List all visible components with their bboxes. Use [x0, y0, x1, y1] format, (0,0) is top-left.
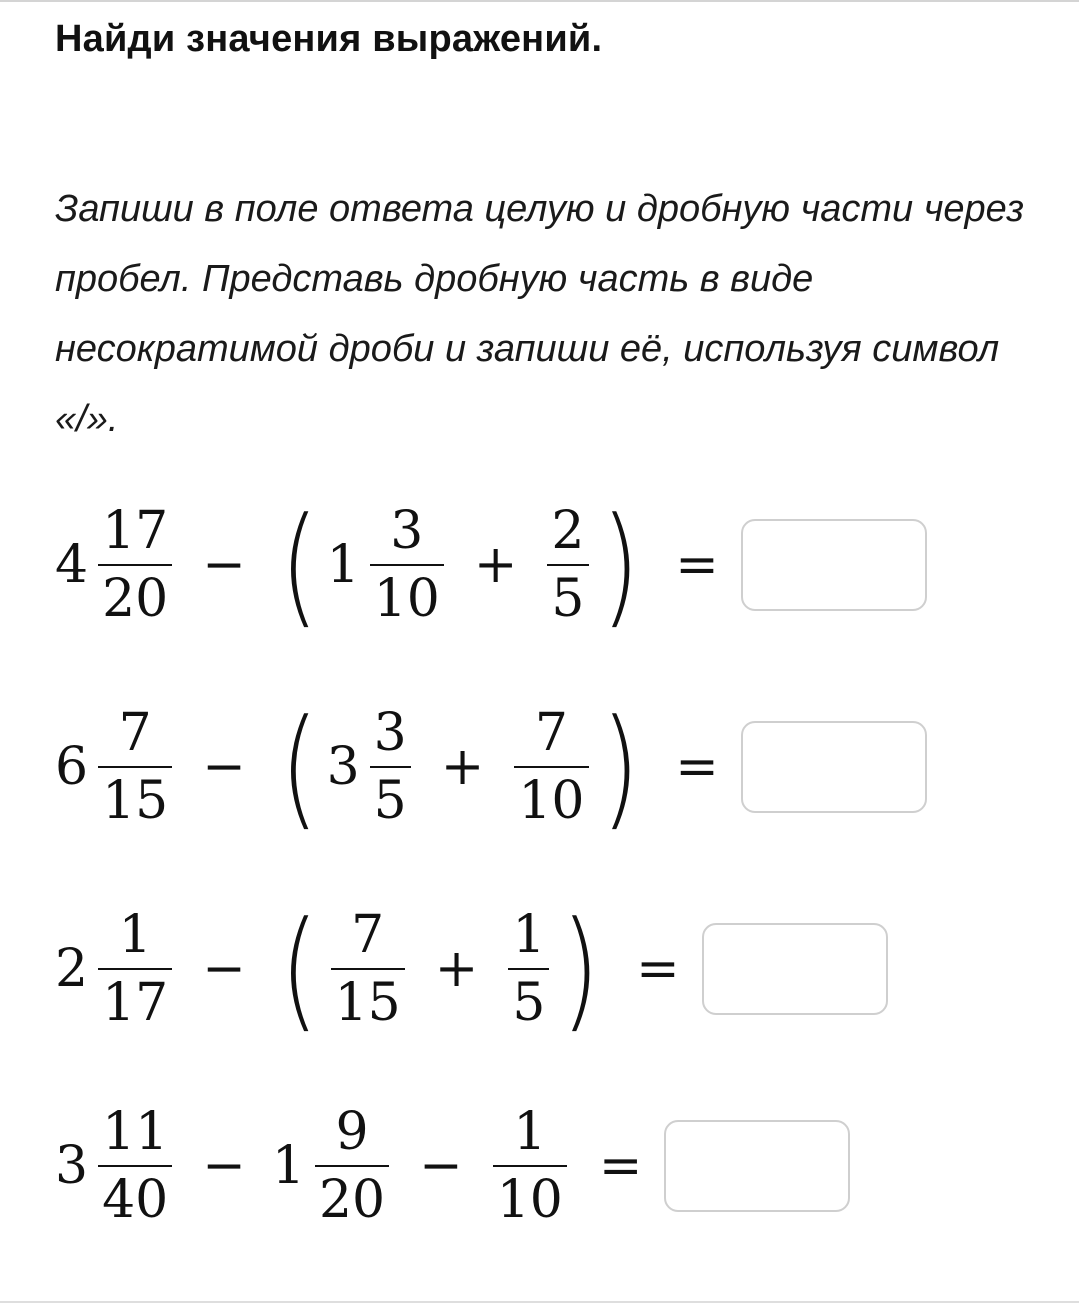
left-parenthesis: (: [280, 691, 319, 843]
equals-sign: =: [675, 737, 719, 797]
minus-sign: −: [202, 939, 246, 999]
numerator: 7: [118, 703, 152, 763]
answer-input-2[interactable]: [741, 721, 927, 813]
fraction: [98, 905, 172, 1033]
whole-number: 3: [326, 737, 360, 797]
denominator: 5: [547, 564, 588, 625]
plus-sign: +: [473, 535, 518, 595]
fraction: [508, 905, 549, 1033]
minus-sign: −: [419, 1136, 463, 1196]
equals-sign: =: [675, 535, 719, 595]
fraction: [98, 1102, 172, 1230]
denominator: 10: [370, 564, 444, 625]
denominator: 10: [493, 1165, 567, 1226]
whole-number: 6: [55, 737, 89, 797]
numerator: 9: [335, 1102, 369, 1162]
minus-sign: −: [202, 1136, 246, 1196]
numerator: 7: [534, 703, 568, 763]
whole-number: 3: [55, 1136, 89, 1196]
answer-input-4[interactable]: [664, 1120, 850, 1212]
denominator: 17: [98, 968, 172, 1029]
fraction: [370, 703, 411, 831]
answer-input-1[interactable]: [741, 519, 927, 611]
right-parenthesis: ): [600, 489, 639, 641]
whole-number: 2: [55, 939, 89, 999]
minus-sign: −: [202, 737, 246, 797]
expression-3: [55, 893, 888, 1045]
plus-sign: +: [440, 737, 485, 797]
task-title: Найди значения выражений.: [55, 18, 603, 60]
denominator: 5: [370, 766, 411, 827]
expression-1: [55, 489, 927, 641]
numerator: 1: [118, 905, 152, 965]
denominator: 15: [331, 968, 405, 1029]
numerator: 2: [551, 501, 585, 561]
numerator: 3: [373, 703, 407, 763]
denominator: 40: [98, 1165, 172, 1226]
numerator: 3: [390, 501, 424, 561]
equals-sign: =: [636, 939, 680, 999]
fraction: [514, 703, 588, 831]
task-instruction: Запиши в поле ответа целую и дробную части через пробел. Представь дробную часть в виде несократимой дроби и запиши её, используя символ «/».: [55, 188, 1025, 440]
denominator: 20: [315, 1165, 389, 1226]
denominator: 10: [514, 766, 588, 827]
expression-2: [55, 691, 927, 843]
numerator: 1: [513, 1102, 547, 1162]
expression-4: [55, 1102, 850, 1230]
denominator: 5: [508, 968, 549, 1029]
plus-sign: +: [434, 939, 479, 999]
fraction: [98, 501, 172, 629]
whole-number: 1: [326, 535, 360, 595]
left-parenthesis: (: [280, 489, 319, 641]
fraction: [315, 1102, 389, 1230]
fraction: [370, 501, 444, 629]
numerator: 17: [102, 501, 169, 561]
denominator: 20: [98, 564, 172, 625]
whole-number: 1: [271, 1136, 305, 1196]
right-parenthesis: ): [600, 691, 639, 843]
whole-number: 4: [55, 535, 89, 595]
fraction: [493, 1102, 567, 1230]
top-divider: [0, 0, 1079, 2]
answer-input-3[interactable]: [702, 923, 888, 1015]
numerator: 7: [351, 905, 385, 965]
fraction: [331, 905, 405, 1033]
numerator: 1: [512, 905, 546, 965]
equals-sign: =: [598, 1136, 643, 1196]
numerator: 11: [102, 1102, 169, 1162]
fraction: [98, 703, 172, 831]
denominator: 15: [98, 766, 172, 827]
left-parenthesis: (: [280, 893, 319, 1045]
fraction: [547, 501, 588, 629]
right-parenthesis: ): [561, 893, 600, 1045]
minus-sign: −: [202, 535, 246, 595]
